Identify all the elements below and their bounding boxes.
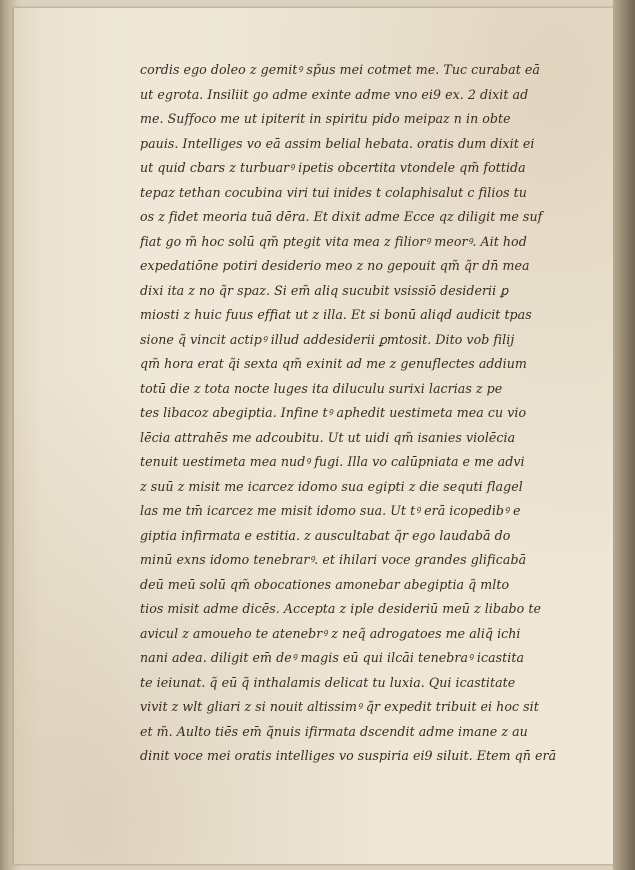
text-line: os z fidet meoria tuā dēra. Et dixit adme Ecce qz diligit me suf: [140, 209, 543, 224]
text-line: z suū z misit me icarcez idomo sua egipti z die sequti flagel: [140, 478, 523, 494]
text-line: deū meū solū qm̃ obocationes amonebar abegiptia q̃ mlto: [140, 576, 510, 592]
manuscript-page: [14, 8, 614, 864]
text-line: lēcia attrahēs me adcoubitu. Ut ut uidi qm̃ isanies violēcia: [140, 429, 516, 445]
text-line: qm̃ hora erat q̃i sexta qm̃ exinit ad me z genuflectes addium: [140, 356, 527, 371]
text-line: ut egrota. Insiliit go adme exinte adme vno ei9 ex. 2 dixit ad: [140, 86, 529, 102]
text-line: nani adea. diligit em̄ deꝰ magis eū qui ilcāi tenebraꝰ icastita: [140, 650, 525, 665]
text-line: dixi ita z no q̃r spaz. Si em̃ aliq sucubit vsissiō desiderii ꝑ: [140, 282, 509, 298]
binding-edge: [613, 0, 635, 870]
text-line: tenuit uestimeta mea nudꝰ fugi. Illa vo calūpniata e me advi: [140, 454, 525, 469]
text-line: totū die z tota nocte luges ita diluculu surixi lacrias z pe: [140, 380, 503, 396]
text-line: miosti z huic fuus effiat ut z illa. Et si bonū aliqd audicit tpas: [140, 307, 532, 322]
text-line: giptia infirmata e estitia. z auscultabat q̃r ego laudabā do: [140, 527, 511, 543]
text-line: cordis ego doleo z gemitꝰ sp̃us mei cotmet me. Tuc curabat eā: [140, 62, 540, 77]
text-line: tios misit adme dicēs. Accepta z iple desideriū meū z libabo te: [140, 601, 541, 616]
text-line: tes libacoz abegiptia. Infine tꝰ aphedit uestimeta mea cu vio: [140, 405, 527, 420]
text-line: avicul z amoueho te atenebrꝰ z neq̃ adrogatoes me aliq̃ ichi: [140, 625, 521, 641]
text-line: fiat go m̃ hoc solū qm̃ ptegit vita mea z filiorꝰ meorꝰ. Ait hod: [140, 233, 527, 249]
text-line: vivit z wlt gliari z si nouit altissimꝰ q̃r expedit tribuit ei hoc sit: [140, 699, 539, 714]
text-line: dinit voce mei oratis intelliges vo suspiria ei9 siluit. Etem qn̄ erā: [140, 748, 557, 763]
text-line: expedatiōne potiri desiderio meo z no gepouit qm̃ q̃r dn̄ mea: [140, 258, 530, 273]
text-line: ut quid cbars z turbuarꝰ ipetis obcertita vtondele qm̃ fottida: [140, 160, 526, 175]
text-line: tepaz tethan cocubina viri tui inides t colaphisalut c filios tu: [140, 184, 527, 200]
text-line: las me tm̄ icarcez me misit idomo sua. Ut tꝰ erā icopedibꝰ e: [140, 503, 521, 518]
text-line: et m̃. Aulto tiēs em̄ q̃nuis ifirmata dscendit adme imane z au: [140, 723, 528, 739]
text-line: sione q̃ vincit actipꝰ illud addesiderii ꝑmtosit. Dito vob filij: [140, 331, 515, 347]
text-line: te ieiunat. q̃ eū q̃ inthalamis delicat tu luxia. Qui icastitate: [140, 674, 516, 690]
text-line: minū exns idomo tenebrarꝰ. et ihilari voce grandes glificabā: [140, 552, 527, 567]
text-block: [140, 58, 590, 769]
text-line: pauis. Intelliges vo eā assim belial hebata. oratis dum dixit ei: [140, 135, 535, 151]
text-line: me. Suffoco me ut ipiterit in spiritu pido meipaz n in obte: [140, 111, 511, 126]
